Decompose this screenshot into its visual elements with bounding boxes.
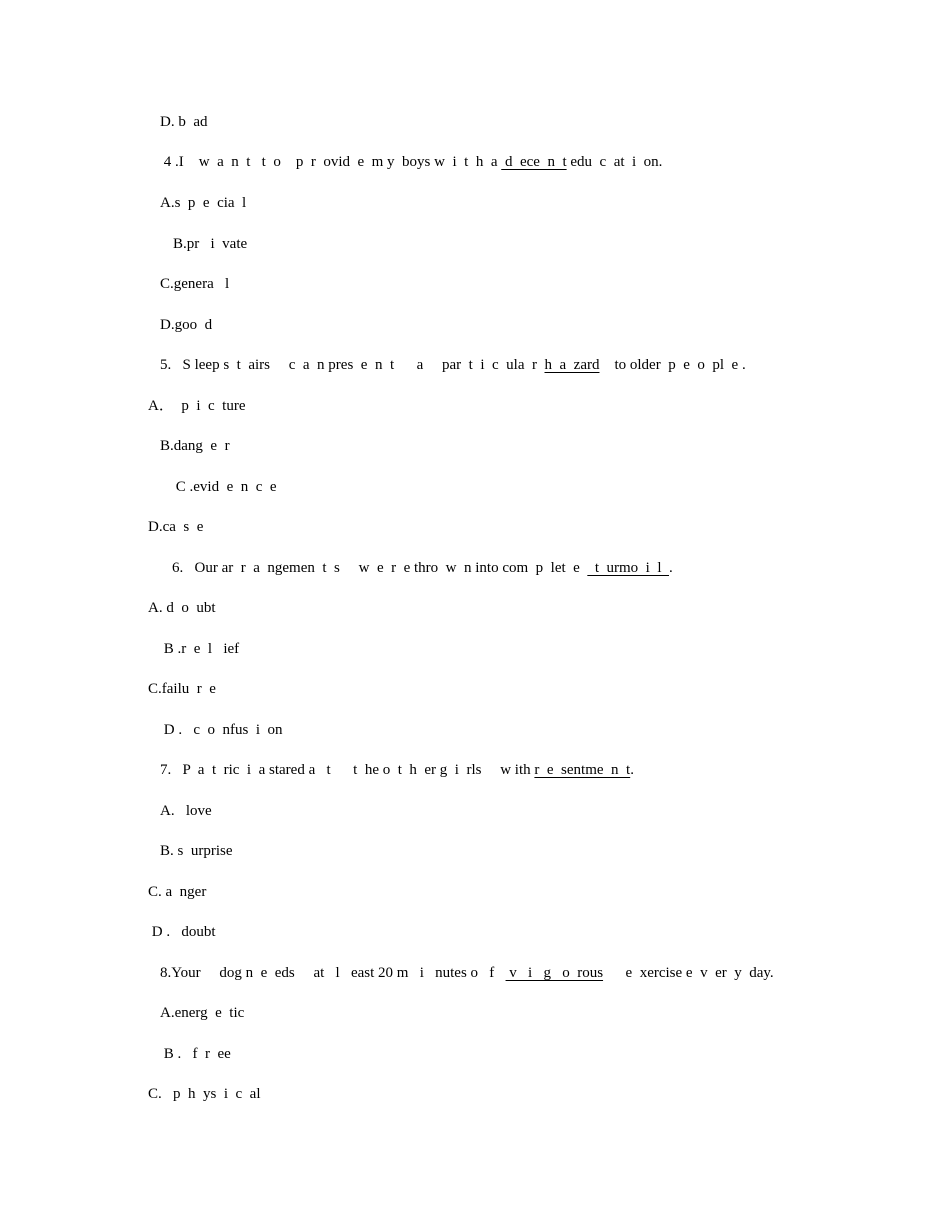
question-text: to older p e o pl e . <box>599 357 746 373</box>
question-text: 7. P a t ric i a stared a t t he o t h er g i rls w ith <box>160 762 535 778</box>
option-line: C. a nger <box>148 884 207 900</box>
option-line: A. d o ubt <box>148 600 216 616</box>
option-line: A. love <box>160 803 212 819</box>
option-line: C.genera l <box>160 276 230 292</box>
question-text: . <box>630 762 634 778</box>
option-line: D . c o nfus i on <box>160 722 283 738</box>
question-text: 5. S leep s t airs c a n pres e n t a par t i c ula r <box>160 357 545 373</box>
question-line <box>160 964 774 982</box>
question-text: e xercise e v er y day. <box>603 965 774 981</box>
option-line: B. s urprise <box>160 843 233 859</box>
option-line: B .r e l ief <box>160 641 240 657</box>
option-line: A.s p e cia l <box>160 195 247 211</box>
question-line <box>160 153 662 171</box>
underlined-word: r e sentme n t <box>534 762 631 778</box>
underlined-word: v i g o rous <box>505 965 604 981</box>
question-text: edu c at i on. <box>566 154 663 170</box>
question-line <box>160 356 746 374</box>
option-line: B.dang e r <box>160 438 230 454</box>
option-line: B.pr i vate <box>173 236 248 252</box>
option-line: D . doubt <box>148 924 216 940</box>
option-line: C .evid e n c e <box>172 479 277 495</box>
question-text: 4 .I w a n t t o p r ovid e m y boys w i t h a <box>160 154 502 170</box>
question-line <box>160 761 634 779</box>
option-line: D. b ad <box>160 114 208 130</box>
question-text: . <box>669 560 673 576</box>
underlined-word: t urmo i l <box>587 560 669 576</box>
option-line: B . f r ee <box>160 1046 231 1062</box>
underlined-word: d ece n t <box>501 154 567 170</box>
option-line: C.failu r e <box>148 681 216 697</box>
option-line: A.energ e tic <box>160 1005 245 1021</box>
option-line: C. p h ys i c al <box>148 1086 261 1102</box>
question-text: 8.Your dog n e eds at l east 20 m i nutes o f <box>160 965 506 981</box>
underlined-word: h a zard <box>544 357 600 373</box>
option-line: D.goo d <box>160 317 213 333</box>
question-line <box>172 559 673 577</box>
option-line: A． p i c ture <box>148 398 246 414</box>
option-line: D.ca s e <box>148 519 204 535</box>
question-text: 6. Our ar r a ngemen t s w e r e thro w n into com p let e <box>172 560 588 576</box>
